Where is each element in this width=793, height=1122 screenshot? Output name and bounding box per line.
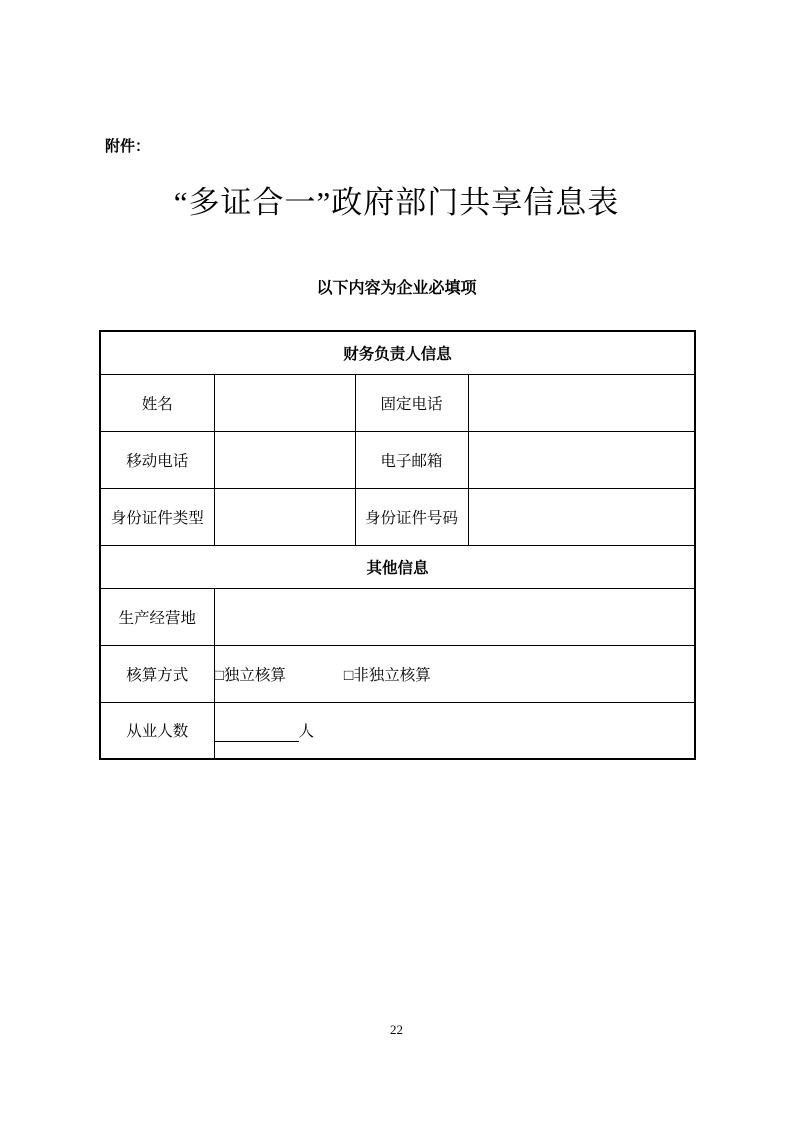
id-type-label: 身份证件类型	[100, 488, 214, 545]
email-value-cell	[468, 431, 695, 488]
table-row	[100, 588, 695, 645]
business-location-value-cell	[214, 588, 695, 645]
name-value-cell	[214, 374, 355, 431]
name-label: 姓名	[100, 374, 214, 431]
fixed-phone-value-cell	[468, 374, 695, 431]
info-table	[99, 330, 696, 760]
table-row	[100, 645, 695, 702]
page-number: 22	[390, 1022, 403, 1037]
table-row	[100, 488, 695, 545]
fixed-phone-label: 固定电话	[355, 374, 468, 431]
attachment-label: 附件：	[105, 138, 151, 155]
employee-count-blank-line	[215, 723, 299, 742]
accounting-method-label: 核算方式	[100, 645, 214, 702]
table-row	[100, 702, 695, 759]
finance-section-header: 财务负责人信息	[100, 331, 695, 374]
employee-count-label: 从业人数	[100, 702, 214, 759]
id-type-value-cell	[214, 488, 355, 545]
other-section-header: 其他信息	[100, 545, 695, 588]
document-title: “多证合一”政府部门共享信息表	[173, 185, 620, 220]
other-section-header-row	[100, 545, 695, 588]
id-number-value-cell	[468, 488, 695, 545]
mobile-phone-value-cell	[214, 431, 355, 488]
table-row	[100, 374, 695, 431]
finance-section-header-row	[100, 331, 695, 374]
non-independent-accounting-option: □非独立核算	[343, 666, 431, 684]
business-location-label: 生产经营地	[100, 588, 214, 645]
table-row	[100, 431, 695, 488]
employee-count-value-cell	[214, 702, 695, 759]
accounting-method-value-cell	[214, 645, 695, 702]
mobile-phone-label: 移动电话	[100, 431, 214, 488]
email-label: 电子邮箱	[355, 431, 468, 488]
document-subtitle: 以下内容为企业必填项	[316, 280, 477, 297]
independent-accounting-option: □独立核算	[214, 666, 286, 684]
id-number-label: 身份证件号码	[355, 488, 468, 545]
employee-count-unit: 人	[298, 722, 315, 740]
